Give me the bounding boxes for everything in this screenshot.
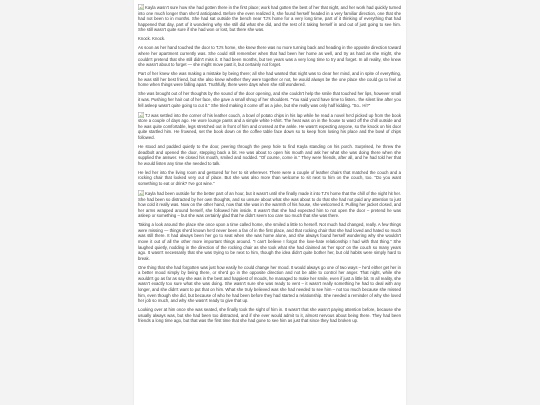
paragraph-text: One thing that she had forgotten was just how easily he could change her mood. It would always go one of two ways – he'd either get her in a better mood simply by being there, or she'd go in the opposite direction and not be able to control her anger. That night, while she wouldn't go as far as say she was in the best and happiest of moods, he managed to make her smile, even if just a little bit. In all reality, she wasn't exactly too sure what she was doing. She wasn't sure she was ready to vent – it wasn't really something he had to deal with any longer, and she didn't want to put that on him. What she truly believed was she had needed to see him – not too much because she missed him, even though she did, but because of who he had been before they had started a relationship. She needed a reminder of why she loved her job so much, and why she wasn't ready to give that up. <box>138 264 401 304</box>
story-paragraph <box>138 222 401 261</box>
paragraph-text: Kayla wasn't sure how she had gotten there in the first place; work had gotten the best of her that night, and her work had quickly turned into one much longer than she'd anticipated. Before she even realized it, she found herself headed in a very familiar direction, one that she had not been to in months. She had sat outside the bench near TJ's home for a very long time, part of it thinking of everything that had happened that day, part of it wondering why she still did what she did, and the rest of it taking herself in and out of just going to see him. She still wasn't quite sure if she had won or lost, but there she was. <box>138 5 401 33</box>
story-paragraph <box>138 36 401 42</box>
paragraph-text: He stood and padded quietly to the door, peering through the peep hole to find Kayla standing on his porch. Surprised, he threw the deadbolt and opened the door, stepping back a bit. He was about to open his mouth and ask her what she was doing there when she supplied the answer. He closed his mouth, smiled and nodded. "Of course, come in." They were friends, after all, and he had told her that he would listen any time she needed to talk. <box>138 144 401 166</box>
paragraph-text: Looking over at him once she was seated, she finally took the sight of him in. It wasn't that she wasn't paying attention before, because she usually always was, but she had been too distracted, and if she ever would admit to it, almost nervous about being there. They had been friends a long time ago, but that was the first time that she had gone to see him as just that since they had broken up. <box>138 307 401 324</box>
story-paragraph <box>138 144 401 166</box>
broken-image-icon <box>138 4 144 10</box>
paragraph-text: She was brought out of her thoughts by the sound of the door opening, and she couldn't help the smile that touched her lips, however small it was. Pushing her hair out of her face, she gave a small shrug of her shoulders. "You said you'd have time to listen.. the silent line after you fell asleep wasn't quite going to cut it." She tried making it come off as a joke, but she really was only half kidding. "So.. Hi?" <box>138 91 401 108</box>
story-paragraph <box>138 91 401 108</box>
paragraph-text: Taking a look around the place she once upon a time called home, she smiled a little to herself. Not much had changed, really. A few things were missing — things she'd known he'd never been a fan of in the first place, and that rocking chair that she had loved and hated so much was still there. It had always been her go to seat when she was home alone, and she always found herself wondering why she wouldn't move it out of all the other more important things around. "I can't believe I forgot the love-hate relationship I had with that thing." She laughed quietly, nodding in the direction of the rocking chair as she took what she had claimed as 'her spot' on the couch so many years ago. It wasn't necessarily that she was trying to be next to him, though the idea didn't quite bother her, but old habits were simply hard to break. <box>138 222 401 261</box>
paragraph-text: He led her into the living room and gestured for her to sit wherever. There were a couple of leather chairs that matched the couch and a rocking chair that looked very out of place. But she was also more than welcome to sit next to him on the couch, too. "Do you want something to eat or drink? I've got wine." <box>138 169 401 186</box>
story-paragraph <box>138 170 401 187</box>
broken-image-icon <box>138 190 144 196</box>
paragraph-text: TJ was settled into the corner of his leather couch, a bowl of potato chips in his lap while he read a novel he'd picked up from the book store a couple of days ago. He wore lounge pants and a simple white t-shirt. The heat was on in the house to ward off the chill outside and he was quite comfortable, legs stretched out in front of him and crossed at the ankle. He wasn't expecting anyone, so the knock on his door quite startled him. He frowned, set the book down on the coffee table face down so to keep from losing his place and the bowl of chips followed. <box>138 112 401 140</box>
paragraph-text: Knock. Knock. <box>138 36 166 42</box>
story-paragraph <box>138 71 401 88</box>
story-paragraph <box>138 190 401 219</box>
document-page <box>134 0 406 405</box>
story-paragraph <box>138 265 401 304</box>
broken-image-icon <box>138 112 144 118</box>
story-paragraph <box>138 45 401 67</box>
story-paragraph <box>138 112 401 141</box>
story-paragraph <box>138 307 401 324</box>
story-paragraph <box>138 4 401 33</box>
paragraph-text: As soon as her hand touched the door to TJ's home, she knew there was no more turning back and heading in the opposite direction toward where her apartment currently was. She could still remember when that had been her home as well, and try as hard as she might, she couldn't pretend that she still didn't miss it. It had been months, but ten years was a very long time to try and forget. In all reality, she knew she wasn't about to forget — she might move past it, but certainly not forget. <box>138 45 401 68</box>
paragraph-text: Part of her knew she was making a mistake by being there; all she had wanted that night was to clear her mind, and in spite of everything, he was still her best friend, but she also knew whether they were together or not, he would always be the one place she could go to feel at home when things were falling apart. Truthfully, there were days when she still wondered. <box>138 71 401 88</box>
document-text <box>138 4 401 327</box>
paragraph-text: Kayla had been outside for the better part of an hour, but it wasn't until she finally made it into TJ's home that the chill of the night hit her. She had been so distracted by her own thoughts, and so unsure about what she was about to do that she had not paid any attention to just how cold it really was. Now on the other hand, now that she was in the warmth of his house, she welcomed it. Pulling her jacket closed, and her arms wrapped around herself, she followed him inside. It wasn't that she had expected him to not open the door – pretend he was asleep or something – but she was certainly glad that he didn't seem too care too much that she was there. <box>138 191 401 219</box>
